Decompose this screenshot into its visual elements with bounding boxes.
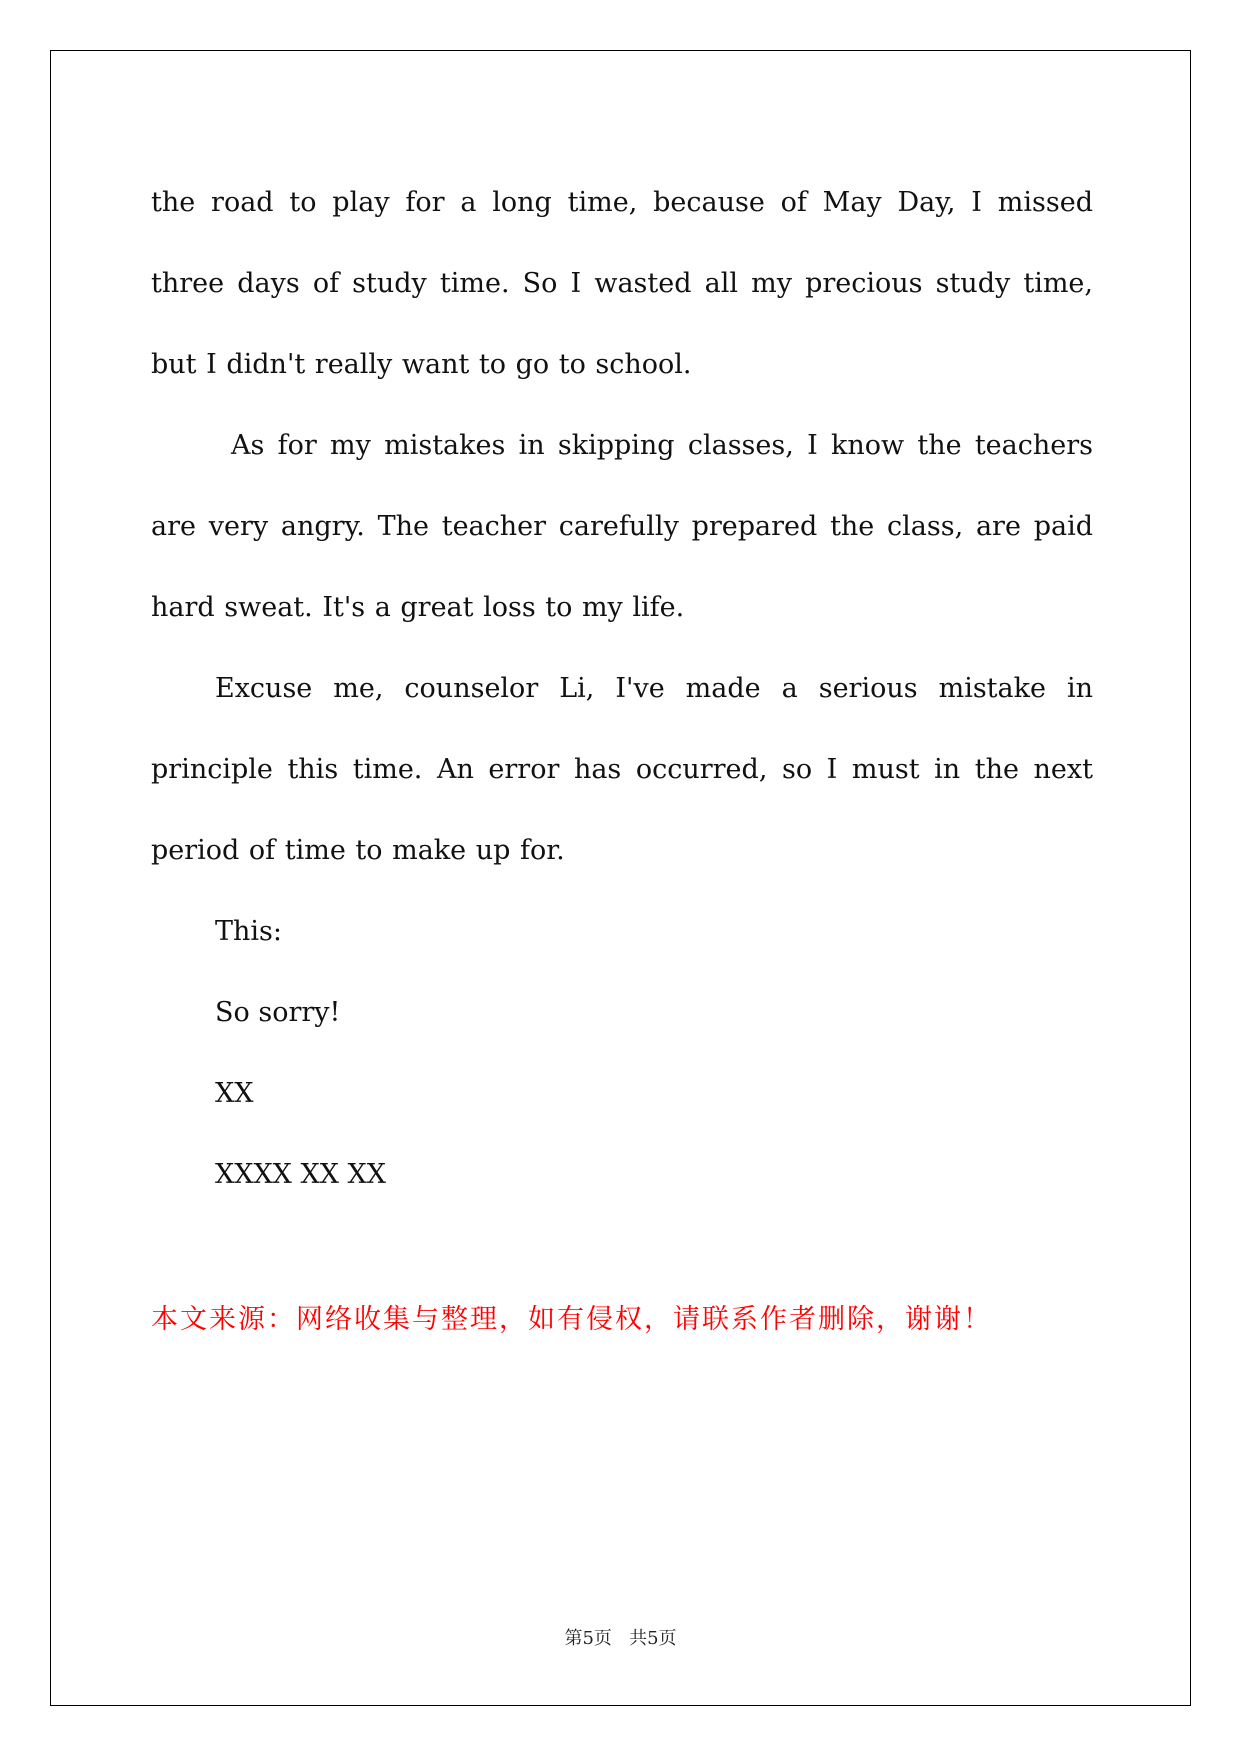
closing-line-sorry: So sorry! xyxy=(215,997,341,1028)
paragraph-continuation: the road to play for a long time, because of May Day, I missed three days of study time. So I wasted all my precious study time, but I didn't really want to go to school. xyxy=(151,187,1093,380)
signature-date: XXXX XX XX xyxy=(215,1159,386,1190)
closing-line-this: This: xyxy=(215,916,282,947)
paragraph-mistakes: As for my mistakes in skipping classes, I know the teachers are very angry. The teacher carefully prepared the class, are paid hard sweat. It's a great loss to my life. xyxy=(151,430,1093,623)
document-body xyxy=(151,162,1093,1215)
paragraph-apology: Excuse me, counselor Li, I've made a serious mistake in principle this time. An error has occurred, so I must in the next period of time to make up for. xyxy=(151,673,1093,866)
source-disclaimer: 本文来源：网络收集与整理，如有侵权，请联系作者删除，谢谢！ xyxy=(151,1304,992,1335)
signature-name: XX xyxy=(215,1078,254,1109)
page-number-footer: 第5页 共5页 xyxy=(564,1628,677,1649)
